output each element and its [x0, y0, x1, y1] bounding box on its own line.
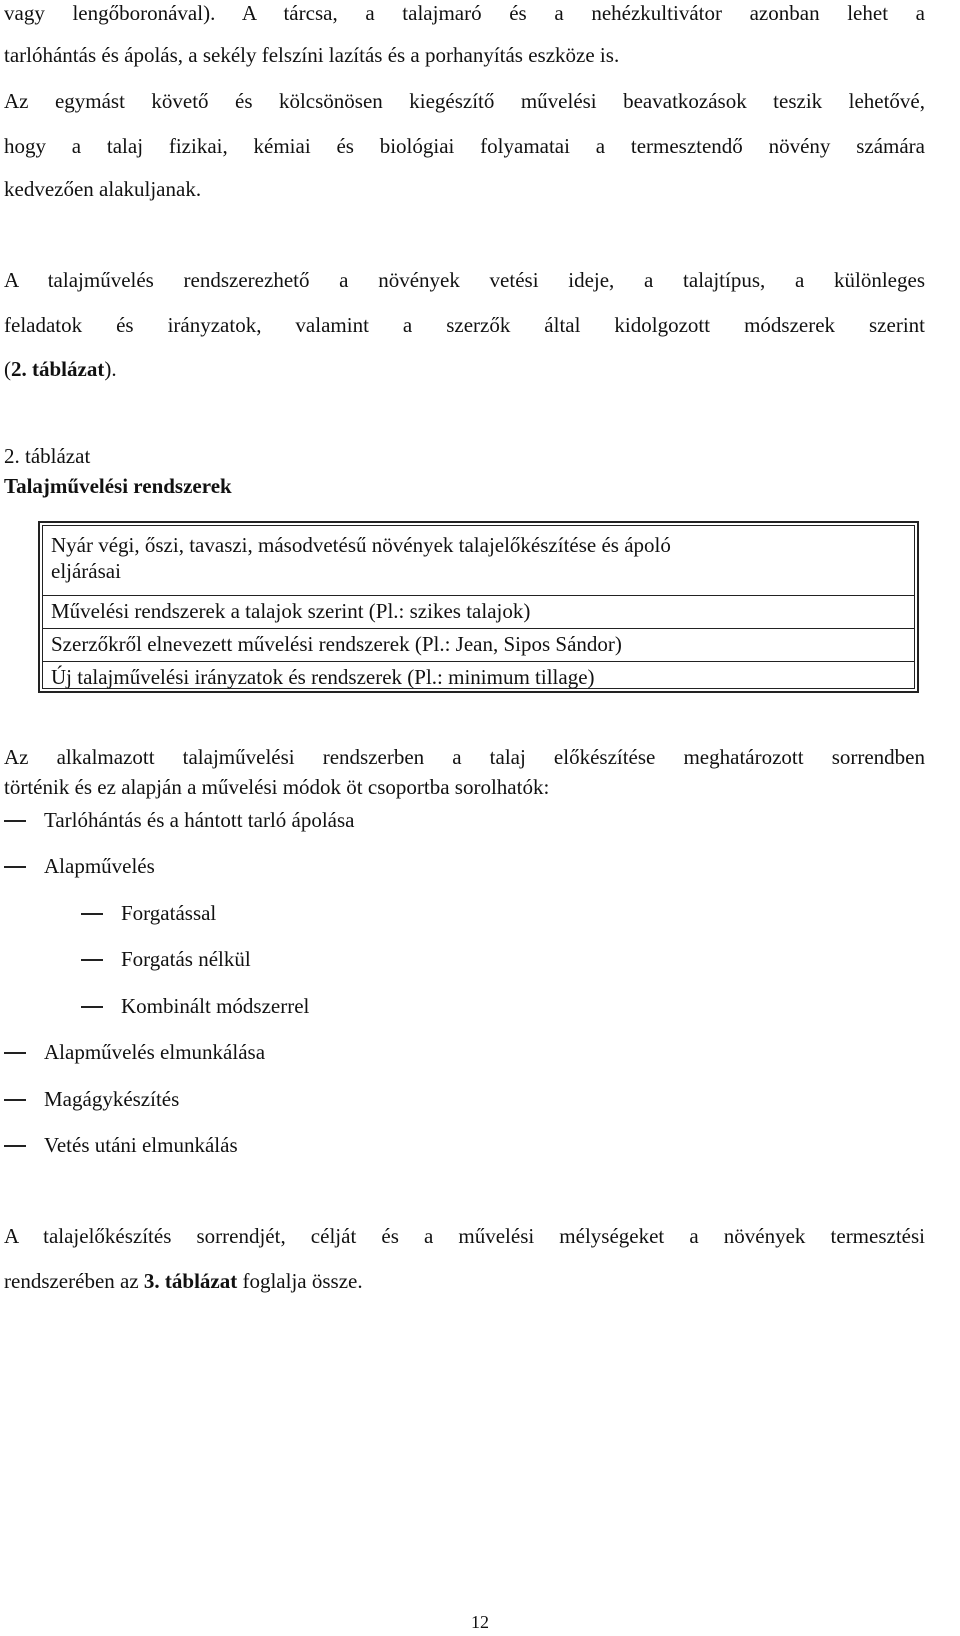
- dash-bullet: [4, 820, 26, 822]
- table-row: [43, 629, 914, 662]
- list-item: [4, 807, 355, 833]
- paragraph-2-line-3: [4, 356, 117, 382]
- paragraph-1-line-2: tarlóhántás és ápolás, a sekély felszíni lazítás és a porhanyítás eszköze is.: [4, 43, 620, 67]
- paragraph-4-line-1: A talajelőkészítés sorrendjét, célját és a művelési mélységeket a növények termesztési: [4, 1224, 925, 1248]
- systems-table: [38, 521, 919, 693]
- table-cell-2: Művelési rendszerek a talajok szerint (Pl.: szikes talajok): [51, 599, 531, 623]
- list-item-text: Vetés utáni elmunkálás: [44, 1133, 238, 1157]
- dash-bullet: [81, 959, 103, 961]
- table-row: [43, 526, 914, 596]
- paragraph-2-line-2: feladatok és irányzatok, valamint a szerzők által kidolgozott módszerek szerint: [4, 313, 925, 337]
- list-item: [4, 1132, 238, 1158]
- list-item: [81, 900, 216, 926]
- paragraph-1-line-5: kedvezően alakuljanak.: [4, 177, 202, 201]
- table-title: Talajművelési rendszerek: [4, 474, 232, 498]
- list-item-text: Magágykészítés: [44, 1087, 180, 1111]
- paren-close: ).: [104, 357, 117, 381]
- dash-bullet: [4, 1145, 26, 1147]
- paragraph-3-line-1: Az alkalmazott talajművelési rendszerben a talaj előkészítése meghatározott sorrendben: [4, 745, 925, 769]
- dash-bullet: [81, 1006, 103, 1008]
- table-reference-2: 2. táblázat: [11, 357, 105, 381]
- table-cell-4: Új talajművelési irányzatok és rendszerek (Pl.: minimum tillage): [51, 665, 595, 689]
- paren-open: (: [4, 357, 11, 381]
- list-item-text: Tarlóhántás és a hántott tarló ápolása: [44, 808, 355, 832]
- table-row: [43, 662, 914, 694]
- dash-bullet: [4, 866, 26, 868]
- list-item-text: Alapművelés: [44, 854, 155, 878]
- table-reference-3: 3. táblázat: [143, 1269, 238, 1293]
- paragraph-3-line-2: történik és ez alapján a művelési módok öt csoportba sorolhatók:: [4, 775, 550, 799]
- dash-bullet: [4, 1099, 26, 1101]
- systems-table-body: [42, 525, 915, 689]
- list-item: [4, 1086, 179, 1112]
- dash-bullet: [4, 1052, 26, 1054]
- list-item: [81, 946, 251, 972]
- paragraph-1-line-1: vagy lengőboronával). A tárcsa, a talajmaró és a nehézkultivátor azonban lehet a: [4, 1, 925, 25]
- table-caption: 2. táblázat: [4, 444, 91, 468]
- paragraph-4-line-2: [4, 1268, 363, 1294]
- list-item: [4, 853, 155, 879]
- paragraph-4-text-start: rendszerében az: [4, 1269, 144, 1293]
- table-cell-3: Szerzőkről elnevezett művelési rendszerek (Pl.: Jean, Sipos Sándor): [51, 632, 622, 656]
- list-item: [81, 993, 309, 1019]
- paragraph-2-line-1: A talajművelés rendszerezhető a növények vetési ideje, a talajtípus, a különleges: [4, 268, 925, 292]
- table-cell-1-line-2: eljárásai: [51, 559, 121, 583]
- dash-bullet: [81, 913, 103, 915]
- table-cell-1-line-1: Nyár végi, őszi, tavaszi, másodvetésű növények talajelőkészítése és ápoló: [51, 533, 671, 557]
- list-item-text: Alapművelés elmunkálása: [44, 1040, 266, 1064]
- list-item-text: Forgatás nélkül: [121, 947, 251, 971]
- table-row: [43, 596, 914, 629]
- paragraph-1-line-4: hogy a talaj fizikai, kémiai és biológiai folyamatai a termesztendő növény számára: [4, 134, 925, 158]
- list-item: [4, 1039, 265, 1065]
- page-number: 12: [471, 1612, 489, 1632]
- paragraph-1-line-3: Az egymást követő és kölcsönösen kiegészítő művelési beavatkozások teszik lehetővé,: [4, 89, 925, 113]
- list-item-text: Forgatással: [121, 901, 217, 925]
- paragraph-4-text-end: foglalja össze.: [237, 1269, 363, 1293]
- list-item-text: Kombinált módszerrel: [121, 994, 310, 1018]
